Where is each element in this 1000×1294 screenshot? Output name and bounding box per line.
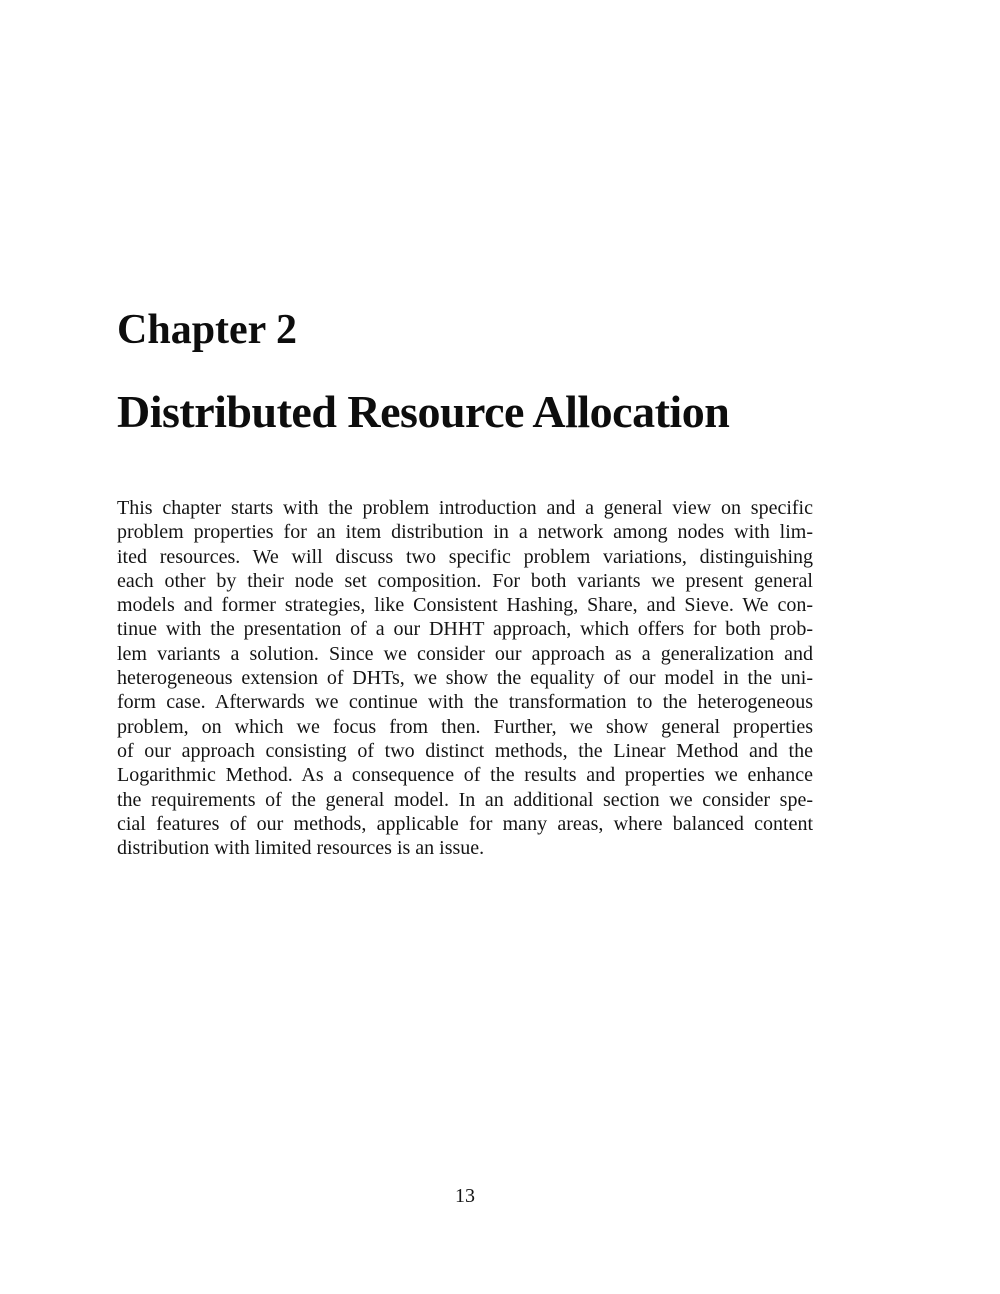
paragraph-line: of our approach consisting of two distinct methods, the Linear Method and the — [117, 739, 813, 762]
paragraph-line: tinue with the presentation of a our DHHT approach, which offers for both prob- — [117, 618, 813, 641]
paragraph-line: problem, on which we focus from then. Further, we show general properties — [117, 715, 813, 738]
paragraph-line: heterogeneous extension of DHTs, we show the equality of our model in the uni- — [117, 667, 813, 690]
paragraph-line: This chapter starts with the problem introduction and a general view on specific — [117, 497, 813, 519]
paragraph-line: models and former strategies, like Consistent Hashing, Share, and Sieve. We con- — [117, 594, 813, 617]
paragraph-line: form case. Afterwards we continue with the transformation to the heterogeneous — [117, 691, 813, 714]
paragraph-line: ited resources. We will discuss two specific problem variations, distinguishing — [117, 545, 813, 568]
paragraph-line: problem properties for an item distribution in a network among nodes with lim- — [117, 521, 813, 544]
chapter-intro-paragraph — [117, 436, 813, 860]
chapter-content — [117, 0, 813, 860]
paragraph-line: cial features of our methods, applicable for many areas, where balanced content — [117, 812, 813, 835]
paragraph-line: Logarithmic Method. As a consequence of the results and properties we enhance — [117, 764, 813, 787]
paragraph-line: the requirements of the general model. In an additional section we consider spe- — [117, 788, 813, 811]
chapter-label: Chapter 2 — [117, 307, 298, 353]
paragraph-line: lem variants a solution. Since we consider our approach as a generalization and — [117, 642, 813, 665]
paragraph-line: distribution with limited resources is an issue. — [117, 837, 485, 860]
paragraph-line: each other by their node set composition. For both variants we present general — [117, 569, 813, 592]
page-number: 13 — [455, 1185, 475, 1207]
chapter-title: Distributed Resource Allocation — [117, 386, 730, 437]
